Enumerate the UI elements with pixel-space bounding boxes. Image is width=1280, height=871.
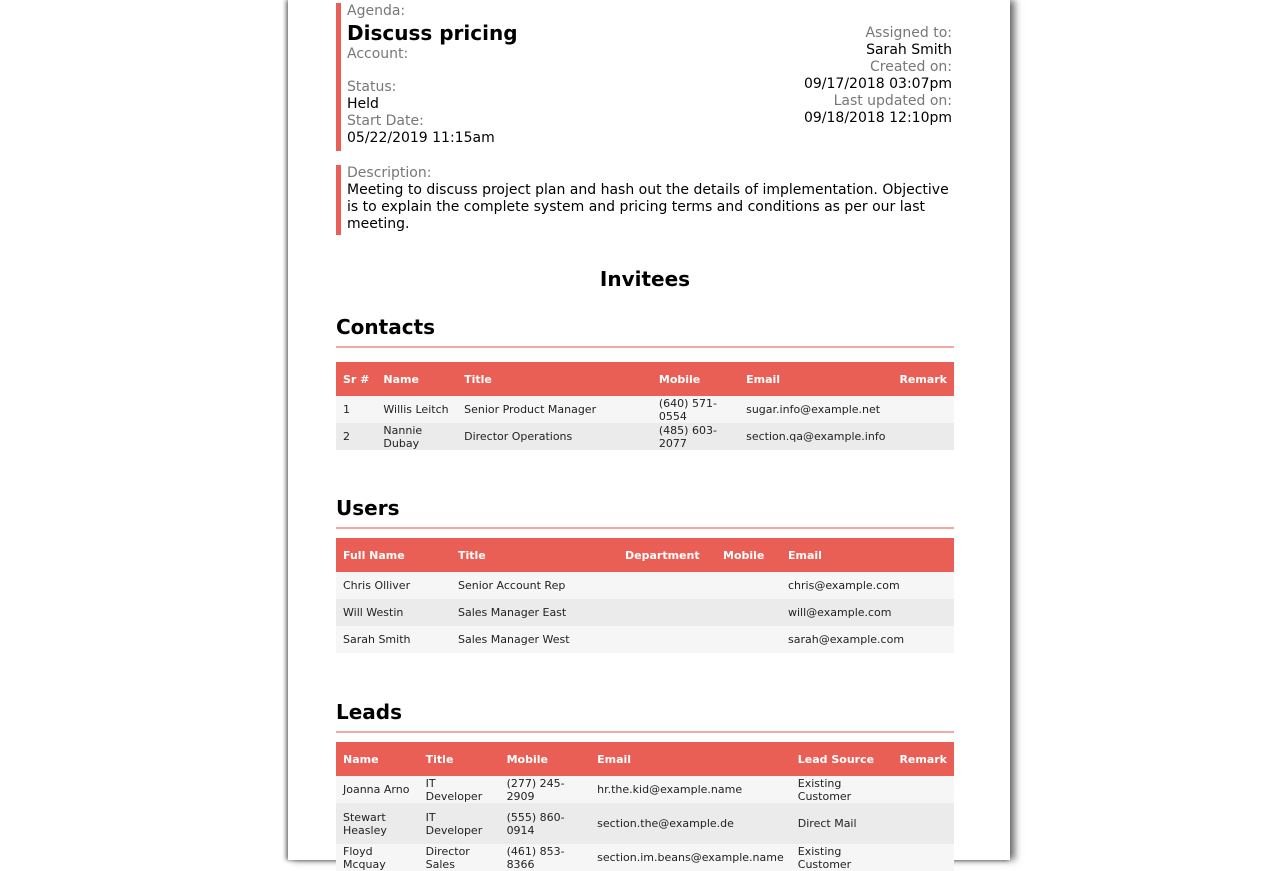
start-date-label: Start Date: <box>347 113 424 129</box>
leads-section <box>336 698 954 871</box>
document-page <box>288 0 1010 871</box>
contacts-header-cell: Name <box>383 372 419 386</box>
table-cell <box>892 396 954 423</box>
start-date-value: 05/22/2019 11:15am <box>347 130 495 146</box>
table-cell: Stewart Heasley <box>343 810 387 837</box>
table-cell <box>618 626 716 653</box>
table-row <box>336 599 954 626</box>
table-cell <box>618 599 716 626</box>
table-cell: section.the@example.de <box>597 817 734 830</box>
table-cell: Sarah Smith <box>343 633 411 646</box>
table-cell <box>892 776 954 803</box>
table-cell: Sales Manager East <box>458 606 567 619</box>
contacts-divider <box>336 346 954 348</box>
created-value: 09/17/2018 03:07pm <box>803 76 952 92</box>
meeting-header <box>336 3 954 151</box>
table-row <box>336 844 954 871</box>
table-cell: Direct Mail <box>797 817 857 830</box>
users-title: Users <box>336 496 400 520</box>
table-row <box>336 803 954 844</box>
contacts-header-cell: Email <box>746 372 781 386</box>
leads-header-cell: Mobile <box>506 752 548 766</box>
table-cell: Sales Manager West <box>458 633 570 646</box>
description-text: Meeting to discuss project plan and hash out the details of implementation. Objective is to explain the complete system and pricing terms and conditions as per our last meeting. <box>347 182 949 232</box>
table-cell: Existing Customer <box>797 776 852 803</box>
contacts-header-cell: Title <box>464 372 492 386</box>
contacts-header-row <box>336 362 954 396</box>
table-cell: Senior Account Rep <box>458 579 566 592</box>
users-header-cell: Full Name <box>343 548 405 562</box>
table-cell: section.qa@example.info <box>746 430 886 443</box>
users-header-cell: Mobile <box>723 548 765 562</box>
table-row <box>336 572 954 599</box>
table-cell: IT Developer <box>425 810 483 837</box>
contacts-header-cell: Remark <box>899 372 947 386</box>
status-label: Status: <box>347 79 397 95</box>
table-cell: section.im.beans@example.name <box>597 851 784 864</box>
contacts-section <box>336 313 954 450</box>
contacts-header-cell: Mobile <box>658 372 701 386</box>
contacts-table <box>336 362 954 450</box>
table-cell: Will Westin <box>343 606 404 619</box>
table-cell: will@example.com <box>788 606 892 619</box>
table-cell: 1 <box>343 403 350 416</box>
table-cell: sugar.info@example.net <box>746 403 881 416</box>
table-cell: Director Sales <box>425 844 470 871</box>
description-block <box>336 165 954 235</box>
leads-header-cell: Remark <box>899 752 947 766</box>
table-cell: (461) 853-8366 <box>506 844 565 871</box>
table-cell: (277) 245-2909 <box>506 776 565 803</box>
table-cell <box>618 572 716 599</box>
updated-label: Last updated on: <box>833 93 952 109</box>
table-cell: Director Operations <box>464 430 573 443</box>
table-cell <box>892 803 954 844</box>
agenda-title: Discuss pricing <box>347 21 518 45</box>
table-cell: chris@example.com <box>788 579 900 592</box>
table-cell: 2 <box>343 430 350 443</box>
table-cell <box>716 572 781 599</box>
table-cell: IT Developer <box>425 776 483 803</box>
table-row <box>336 626 954 653</box>
invitees-title: Invitees <box>599 267 691 291</box>
leads-header-row <box>336 742 954 776</box>
table-cell: Floyd Mcquay <box>343 844 386 871</box>
table-cell: (640) 571-0554 <box>658 396 717 423</box>
leads-table <box>336 742 954 871</box>
table-cell: (555) 860-0914 <box>506 810 565 837</box>
table-cell: sarah@example.com <box>788 633 905 646</box>
table-cell: Existing Customer <box>797 844 852 871</box>
users-header-cell: Department <box>625 548 700 562</box>
table-cell: Senior Product Manager <box>464 403 597 416</box>
leads-header-cell: Email <box>597 752 632 766</box>
leads-divider <box>336 731 954 733</box>
table-cell: Joanna Arno <box>343 783 410 796</box>
table-cell: Chris Olliver <box>343 579 411 592</box>
users-table <box>336 538 954 653</box>
table-cell <box>716 626 781 653</box>
users-header-cell: Email <box>788 548 822 562</box>
meta-info <box>804 25 952 127</box>
table-cell <box>892 423 954 450</box>
users-section <box>336 494 954 653</box>
users-header-cell: Title <box>458 548 486 562</box>
table-row <box>336 776 954 803</box>
leads-title: Leads <box>336 700 403 724</box>
leads-header-cell: Name <box>343 752 379 766</box>
leads-header-cell: Lead Source <box>797 752 875 766</box>
status-value: Held <box>347 96 379 112</box>
table-cell <box>892 844 954 871</box>
table-cell: hr.the.kid@example.name <box>597 783 743 796</box>
description-label: Description: <box>347 165 432 181</box>
updated-value: 09/18/2018 12:10pm <box>803 110 952 126</box>
users-divider <box>336 527 954 529</box>
users-header-row <box>336 538 954 572</box>
table-cell: Nannie Dubay <box>383 423 423 450</box>
agenda-label: Agenda: <box>347 3 406 19</box>
table-row <box>336 396 954 423</box>
table-cell: Willis Leitch <box>383 403 449 416</box>
assigned-value: Sarah Smith <box>866 42 952 58</box>
assigned-label: Assigned to: <box>865 25 952 41</box>
table-row <box>336 423 954 450</box>
account-label: Account: <box>347 46 409 62</box>
contacts-title: Contacts <box>336 315 436 339</box>
contacts-header-cell: Sr # <box>343 372 370 386</box>
document-content <box>336 0 954 871</box>
created-label: Created on: <box>869 59 952 75</box>
table-cell <box>716 599 781 626</box>
table-cell: (485) 603-2077 <box>658 423 717 450</box>
leads-header-cell: Title <box>425 752 454 766</box>
